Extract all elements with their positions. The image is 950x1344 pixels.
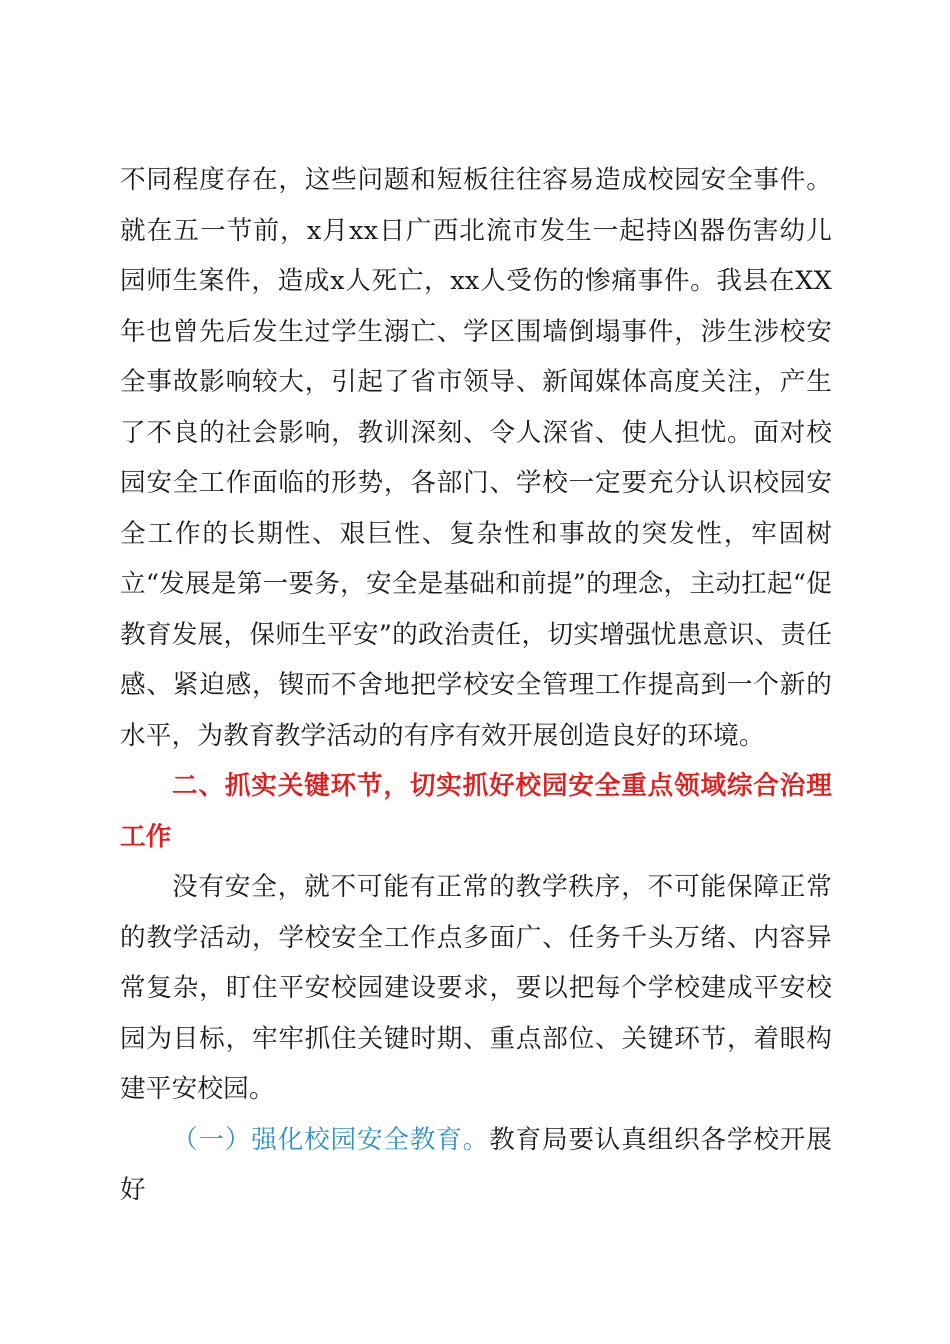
paragraph-safety-education — [120, 1115, 832, 1216]
document-body — [120, 155, 832, 1216]
paragraph-safety-importance: 没有安全，就不可能有正常的教学秩序，不可能保障正常的教学活动，学校安全工作点多面广、任务千头万绪、内容异常复杂，盯住平安校园建设要求，要以把每个学校建成平安校园为目标，牢牢抓住关键时期、重点部位、关键环节，着眼构建平安校园。 — [120, 872, 832, 1104]
subsection-heading: （一）强化校园安全教育。 — [172, 1124, 490, 1155]
section-heading: 二、抓实关键环节，切实抓好校园安全重点领域综合治理工作 — [120, 771, 832, 852]
subsection-text: 教育局要认真组织各学校开展好 — [120, 1124, 832, 1205]
paragraph-continuation: 不同程度存在，这些问题和短板往往容易造成校园安全事件。就在五一节前，x月xx日广西北流市发生一起持凶器伤害幼儿园师生案件，造成x人死亡，xx人受伤的惨痛事件。我县在XX年也曾先后发生过学生溺亡、学区围墙倒塌事件，涉生涉校安全事故影响较大，引起了省市领导、新闻媒体高度关注，产生了不良的社会影响，教训深刻、令人深省、使人担忧。面对校园安全工作面临的形势，各部门、学校一定要充分认识校园安全工作的长期性、艰巨性、复杂性和事故的突发性，牢固树立“发展是第一要务，安全是基础和前提”的理念，主动扛起“促教育发展，保师生平安”的政治责任，切实增强忧患意识、责任感、紧迫感，锲而不舍地把学校安全管理工作提高到一个新的水平，为教育教学活动的有序有效开展创造良好的环境。 — [120, 165, 832, 751]
